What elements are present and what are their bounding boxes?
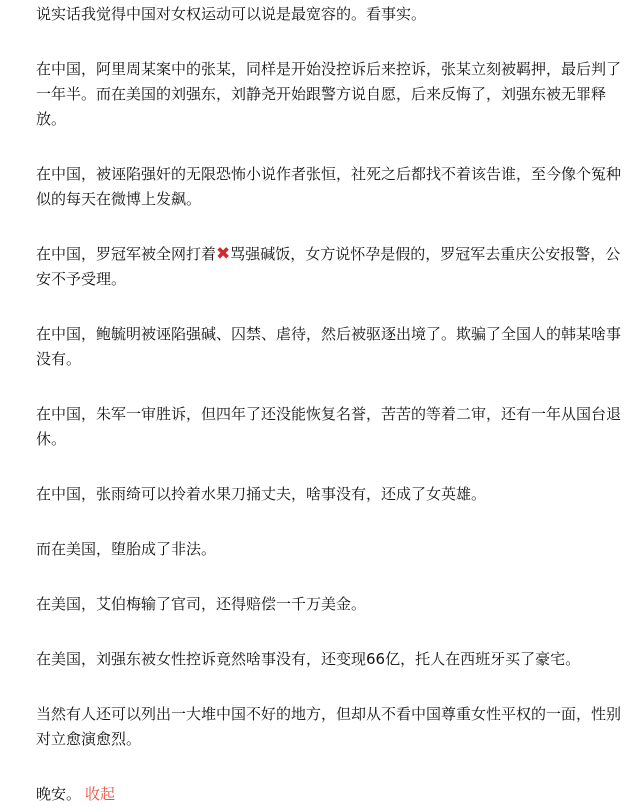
answer-paragraph (36, 242, 629, 292)
answer-paragraph: 在中国，被诬陷强奸的无限恐怖小说作者张恒，社死之后都找不着该告谁，至今像个冤种似的每天在微博上发飙。 (36, 165, 622, 208)
answer-paragraph: 在中国，阿里周某案中的张某，同样是开始没控诉后来控诉，张某立刻被羁押，最后判了一年半。而在美国的刘强东，刘静尧开始跟警方说自愿，后来反悔了，刘强东被无罪释放。 (36, 60, 622, 128)
answer-paragraph: 而在美国，堕胎成了非法。 (36, 540, 217, 558)
answer-content (0, 2, 641, 807)
closing-text: 晚安。 (36, 785, 82, 803)
paragraph-text: 在中国，罗冠军被全网打着 (36, 245, 217, 263)
answer-paragraph: 在中国，朱军一审胜诉，但四年了还没能恢复名誉，苦苦的等着二审，还有一年从国台退休。 (36, 405, 622, 448)
answer-paragraph: 在美国，艾伯梅输了官司，还得赔偿一千万美金。 (36, 595, 367, 613)
paragraph-text: 骂强碱饭，女方说怀孕是假的，罗冠军去重庆公安报警，公安不予受理。 (36, 245, 621, 288)
collapse-button[interactable]: 收起 (85, 785, 116, 803)
answer-paragraph: 在中国，张雨绮可以拎着水果刀捅丈夫，啥事没有，还成了女英雄。 (36, 485, 487, 503)
cross-mark-icon: ✖ (216, 244, 231, 264)
answer-paragraph: 在美国，刘强东被女性控诉竟然啥事没有，还变现66亿，托人在西班牙买了豪宅。 (36, 650, 581, 668)
answer-closing (36, 782, 629, 807)
answer-paragraph: 说实话我觉得中国对女权运动可以说是最宽容的。看事实。 (36, 5, 427, 23)
answer-paragraph: 在中国，鲍毓明被诬陷强碱、囚禁、虐待，然后被驱逐出境了。欺骗了全国人的韩某啥事没有。 (36, 325, 622, 368)
answer-paragraph: 当然有人还可以列出一大堆中国不好的地方，但却从不看中国尊重女性平权的一面，性别对立愈演愈烈。 (36, 705, 622, 748)
